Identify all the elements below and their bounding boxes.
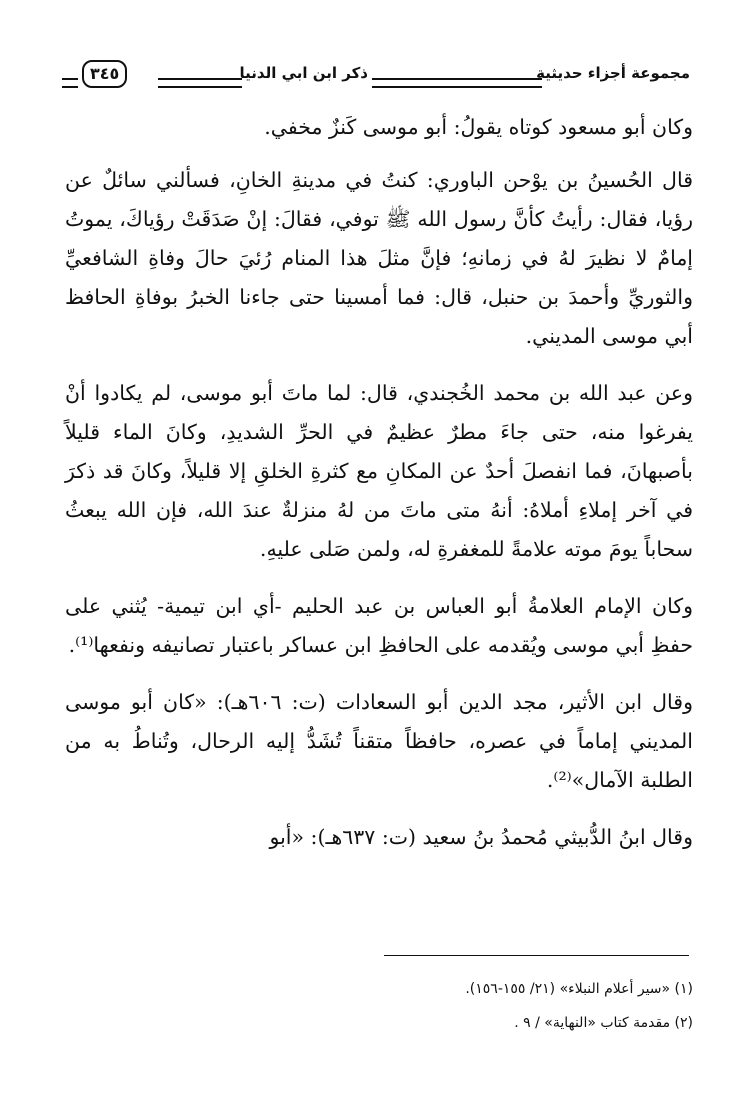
paragraph: قال الحُسينُ بن يوْحن الباوري: كنتُ في مدينةِ الخانِ، فسألني سائلٌ عن رؤيا، فقال: رأيتُ كأنَّ رسول الله ﷺ توفي، فقالَ: إنْ صَدَقَتْ رؤياكَ، يموتُ إمامٌ لا نظيرَ لهُ في زمانهِ؛ فإنَّ مثلَ هذا المنام رُئيَ حالَ وفاةِ الشافعيِّ والثوريِّ وأحمدَ بن حنبل، قال: فما أمسينا حتى جاءنا الخبرُ بوفاةِ الحافظ أبي موسى المديني. <box>65 168 693 348</box>
running-header <box>62 58 690 92</box>
paragraph: وعن عبد الله بن محمد الخُجندي، قال: لما ماتَ أبو موسى، لم يكادوا أنْ يفرغوا منه، حتى جاءَ مطرٌ عظيمٌ في الحرِّ الشديدِ، وكانَ الماء قليلاً بأصبهانَ، فما انفصلَ أحدٌ عن المكانِ مع كثرةِ الخلقِ إلا قليلاً، وكانَ قد ذكرَ في آخر إملاءِ أملاهُ: أنهُ متى ماتَ من لهُ منزلةٌ عندَ الله، فإن الله يبعثُ سحاباً يومَ موته علامةً للمغفرةِ له، ولمن صَلى عليهِ. <box>65 381 693 561</box>
page-number: ٣٤٥ <box>82 60 127 88</box>
header-rule-end <box>62 78 78 88</box>
paragraph: وكان الإمام العلامةُ أبو العباس بن عبد الحليم -أي ابن تيمية- يُثني على حفظِ أبي موسى ويُقدمه على الحافظِ ابن عساكر باعتبار تصانيفه ونفعها⁽¹⁾. <box>65 594 693 657</box>
footnote: (١) «سير أعلام النبلاء» (٢١/ ١٥٥-١٥٦). <box>465 981 693 997</box>
paragraph: وقال ابنُ الدُّبيثي مُحمدُ بنُ سعيد (ت: ٦٣٧هـ): «أبو <box>269 825 693 849</box>
main-text <box>65 108 693 875</box>
paragraph: وقال ابن الأثير، مجد الدين أبو السعادات (ت: ٦٠٦هـ): «كان أبو موسى المديني إماماً في عصره، حافظاً متقناً تُشَدُّ إليه الرحال، وتُناطُ به من الطلبة الآمال»⁽²⁾. <box>65 690 694 792</box>
paragraph: وكان أبو مسعود كوتاه يقولُ: أبو موسى كَنزٌ مخفي. <box>264 115 693 139</box>
book-title: مجموعة أجزاء حديثية <box>536 64 690 82</box>
footnotes <box>65 972 693 1040</box>
section-title: ذكر ابن ابي الدنيا <box>239 64 368 82</box>
footnote: (٢) مقدمة كتاب «النهاية» / ٩ . <box>514 1015 693 1031</box>
footnote-separator <box>384 955 689 956</box>
header-rule <box>158 78 242 88</box>
header-rule <box>372 78 542 88</box>
